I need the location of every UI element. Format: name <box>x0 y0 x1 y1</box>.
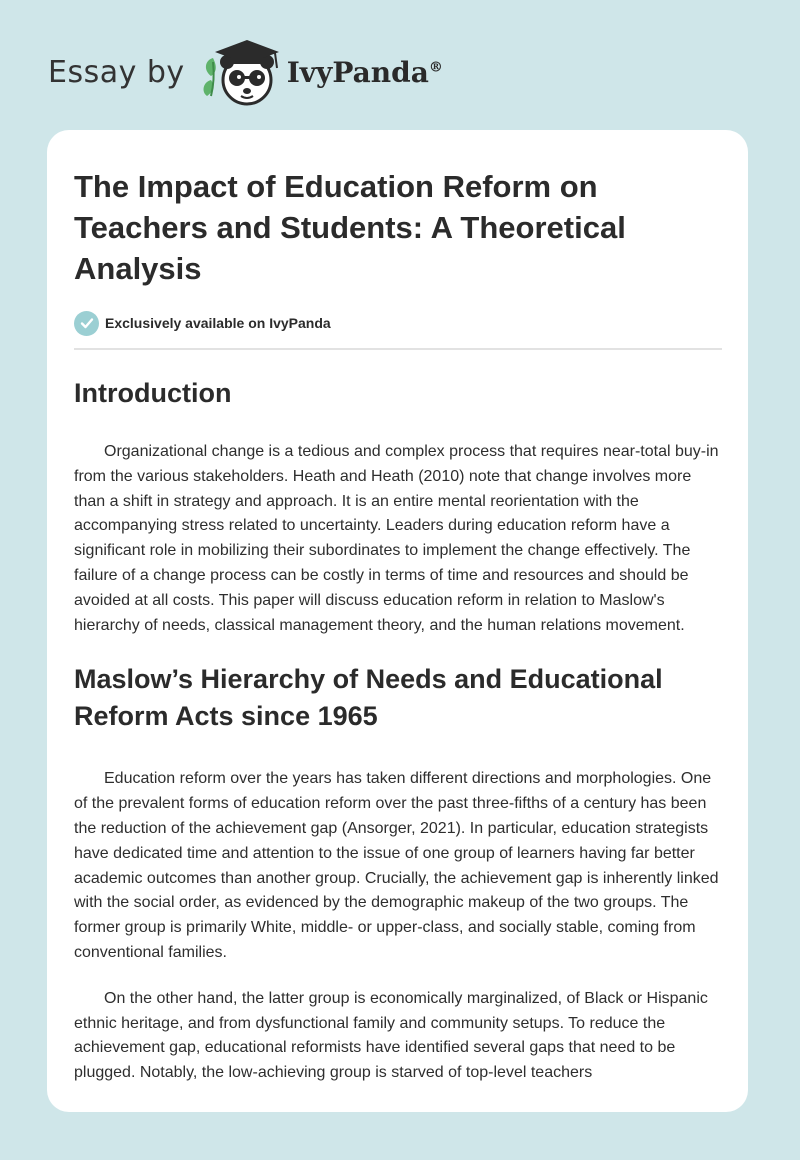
brand-prefix: Essay by <box>48 54 185 90</box>
paragraph: Organizational change is a tedious and complex process that requires near-total buy-in from the various stakeholders. Heath and Heath (2010) note that change involves more than a shift in strategy and approach. It is an entire mental reorientation with the accompanying stress related to uncertainty. Leaders during education reform have a significant role in mobilizing their subordinates to implement the change effectively. The failure of a change process can be costly in terms of time and resources and should be avoided at all costs. This paper will discuss education reform in relation to Maslow's hierarchy of needs, classical management theory, and the human relations movement. <box>74 443 719 634</box>
essay-card <box>47 130 748 1112</box>
panda-graduate-icon <box>201 36 283 108</box>
section-heading: Introduction <box>74 378 232 408</box>
brand-name: IvyPanda® <box>286 55 443 89</box>
essay-title: The Impact of Education Reform on Teachers and Students: A Theoretical Analysis <box>74 169 626 286</box>
paragraph: Education reform over the years has taken different directions and morphologies. One of the prevalent forms of education reform over the past three-fifths of a century has been the reduction of the achievement gap (Ansorger, 2021). In particular, education strategists have dedicated time and attention to the issue of one group of learners having far better academic outcomes than another group. Crucially, the achievement gap is inherently linked with the social order, as evidenced by the demographic makeup of the two groups. The former group is primarily White, middle- or upper-class, and socially stable, coming from conventional families. <box>74 770 719 961</box>
exclusive-label: Exclusively available on IvyPanda <box>105 315 331 331</box>
brand-header[interactable] <box>48 36 443 108</box>
section-heading: Maslow’s Hierarchy of Needs and Educational Reform Acts since 1965 <box>74 664 663 732</box>
title-divider <box>74 348 722 350</box>
check-icon <box>74 311 99 336</box>
paragraph: On the other hand, the latter group is economically marginalized, of Black or Hispanic ethnic heritage, and from dysfunctional family and community setups. To reduce the achievement gap, educational reformists have identified several gaps that need to be plugged. Notably, the low-achieving group is starved of top-level teachers <box>74 989 708 1082</box>
exclusive-badge <box>74 309 722 337</box>
